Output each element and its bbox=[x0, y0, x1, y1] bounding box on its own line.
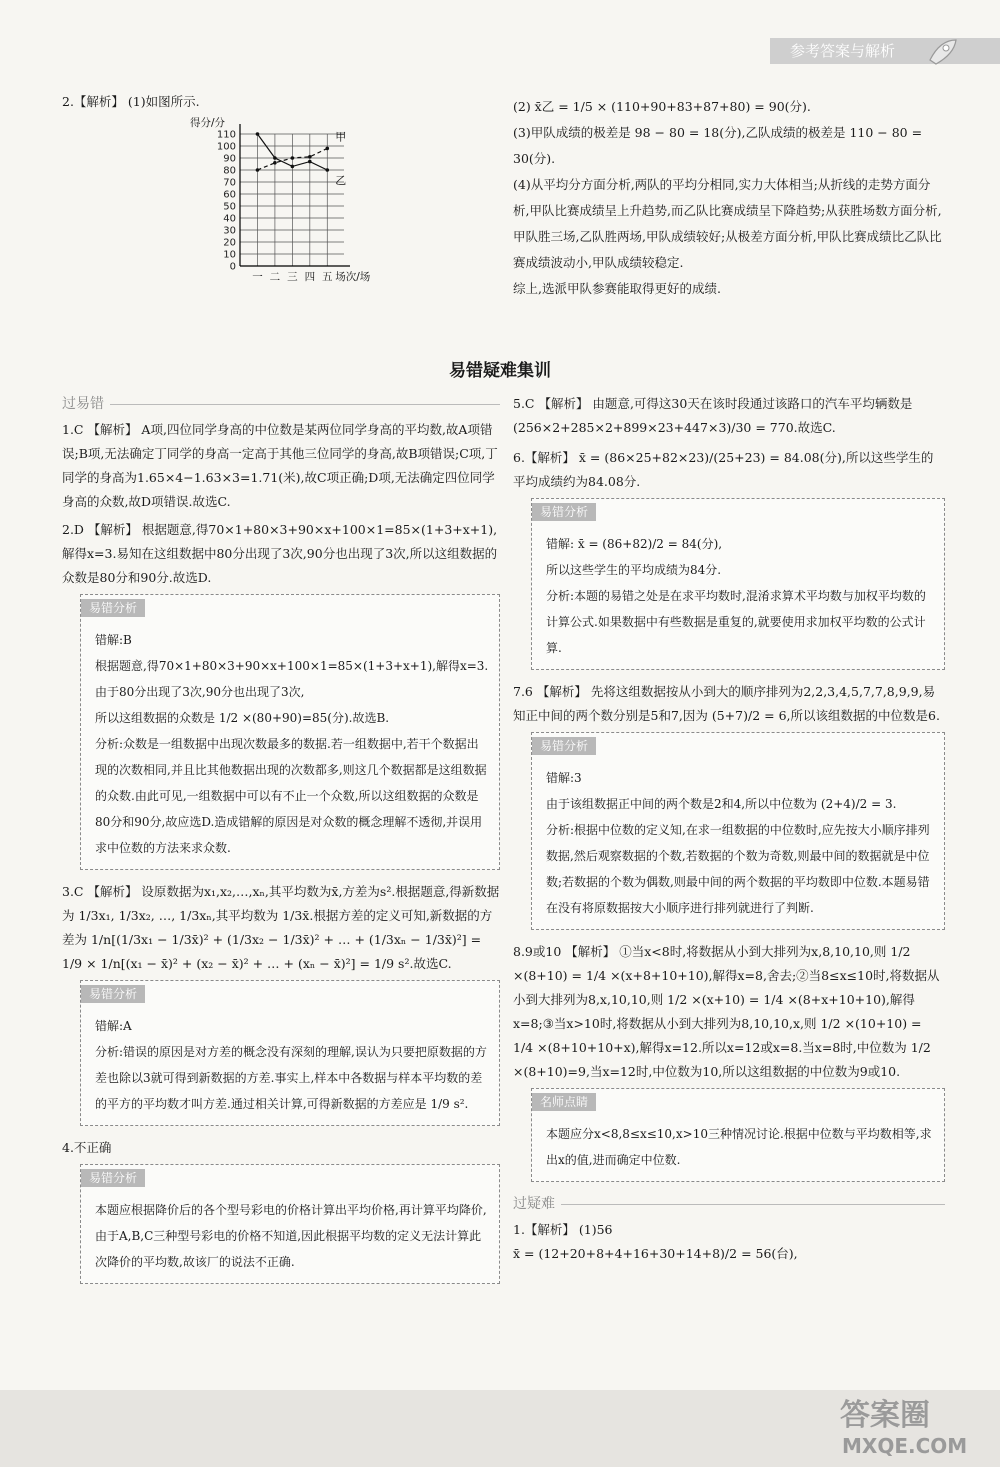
rocket-icon bbox=[926, 36, 960, 66]
q2-line-1: (2) x̄乙 = 1/5 × (110+90+83+87+80) = 90(分). bbox=[513, 99, 811, 114]
analysis-line: 分析:众数是一组数据中出现次数最多的数据.若一组数据中,若干个数据出现的次数相同,并且比其他数据出现的次数都多,则这几个数据都是这组数据的众数.由此可见,一组数据中可以有不止一个众数,所以这组数据的众数是80分和90分,故应选D.造成错解的原因是对众数的概念理解不透彻,并误用求中位数的方法来求众数. bbox=[95, 737, 487, 855]
q2-line-4: 综上,选派甲队参赛能取得更好的成绩. bbox=[513, 281, 721, 296]
y-tick-label: 100 bbox=[216, 141, 236, 153]
y-tick-label: 20 bbox=[223, 237, 236, 249]
watermark-top: 答案圈 bbox=[840, 1398, 930, 1433]
analysis-line: 本题应根据降价后的各个型号彩电的价格计算出平均价格,再计算平均降价,由于A,B,C三种型号彩电的价格不知道,因此根据平均数的定义无法计算此次降价的平均数,故该厂的说法不正确. bbox=[95, 1203, 487, 1269]
subhead-error bbox=[62, 392, 500, 416]
analysis-box-q4 bbox=[80, 1164, 500, 1284]
data-point bbox=[291, 165, 295, 169]
analysis-line: 本题应分x<8,8≤x≤10,x>10三种情况讨论.根据中位数与平均数相等,求出x的值,进而确定中位数. bbox=[546, 1127, 932, 1167]
analysis-label: 名师点睛 bbox=[532, 1093, 596, 1111]
analysis-line: 分析:本题的易错之处是在求平均数时,混淆求算术平均数与加权平均数的计算公式.如果数据中有些数据是重复的,就要使用求加权平均数的公式计算. bbox=[546, 589, 926, 655]
analysis-line: 所以这组数据的众数是 1/2 ×(80+90)=85(分).故选B. bbox=[95, 711, 390, 725]
analysis-line: 错解:3 bbox=[546, 771, 582, 785]
analysis-line: 由于该组数据正中间的两个数是2和4,所以中位数为 (2+4)/2 = 3. bbox=[546, 797, 897, 811]
subhead-error-label: 过易错 bbox=[62, 396, 104, 412]
analysis-line: 根据题意,得70×1+80×3+90×x+100×1=85×(1+3+x+1),解得x=3.由于80分出现了3次,90分也出现了3次, bbox=[95, 659, 489, 699]
q2-text: 2.D 【解析】 根据题意,得70×1+80×3+90×x+100×1=85×(1+3+x+1),解得x=3.易知在这组数据中80分出现了3次,90分也出现了3次,所以这组数据的众数是80分和90分.故选D. bbox=[62, 522, 498, 585]
analysis-box-q7 bbox=[531, 732, 945, 930]
subhead-difficult-label: 过疑难 bbox=[513, 1196, 555, 1212]
q2-top-lead: 2.【解析】 (1)如图所示. bbox=[62, 94, 200, 109]
q3-text: 3.C 【解析】 设原数据为x₁,x₂,…,xₙ,其平均数为x̄,方差为s².根据题意,得新数据为 1/3x₁, 1/3x₂, …, 1/3xₙ,其平均数为 1/3x̄.根据方差的定义可知,新数据的方差为 1/n[(1/3x₁ − 1/3x̄)² + (1/3x₂ − 1/3x̄)² + … + (1/3xₙ − 1/3x̄)²] = 1/9 × 1/n[(x₁ − x̄)² + (x₂ − x̄)² + … + (xₙ − x̄)²] = 1/9 s².故选C. bbox=[62, 884, 500, 971]
q2-top-right bbox=[513, 94, 945, 302]
header-title: 参考答案与解析 bbox=[790, 42, 896, 60]
x-tick-label: 三 bbox=[287, 271, 298, 283]
data-point bbox=[308, 160, 312, 164]
data-point bbox=[291, 156, 295, 160]
q5-text: 5.C 【解析】 由题意,可得这30天在该时段通过该路口的汽车平均辆数是 (256×2+285×2+899×23+447×3)/30 = 770.故选C. bbox=[513, 396, 913, 435]
section-title: 易错疑难集训 bbox=[449, 361, 551, 381]
analysis-box-q2 bbox=[80, 594, 500, 870]
x-tick-label: 四 bbox=[304, 271, 316, 283]
q1-text: 1.C 【解析】 A项,四位同学身高的中位数是某两位同学身高的平均数,故A项错误;B项,无法确定丁同学的身高一定高于其他三位同学的身高,故B项错误;C项,丁同学的身高为1.65×4−1.63×3=1.71(米),故C项正确;D项,无法确定四位同学身高的众数,故D项错误.故选C. bbox=[62, 422, 498, 509]
analysis-line: 错解:B bbox=[95, 633, 132, 647]
analysis-box-q8 bbox=[531, 1088, 945, 1182]
analysis-line: 分析:错误的原因是对方差的概念没有深刻的理解,误认为只要把原数据的方差也除以3就可得到新数据的方差.事实上,样本中各数据与样本平均数的差的平方的平均数才叫方差.通过相关计算,可得新数据的方差应是 1/9 s². bbox=[95, 1045, 487, 1111]
q2-line-3: (4)从平均分方面分析,两队的平均分相同,实力大体相当;从折线的走势方面分析,甲队比赛成绩呈上升趋势,而乙队比赛成绩呈下降趋势;从获胜场数方面分析,甲队胜三场,乙队胜两场,甲队成绩较好;从极差方面分析,甲队比赛成绩比乙队比赛成绩波动小,甲队成绩较稳定. bbox=[513, 177, 942, 270]
analysis-line: 所以这些学生的平均成绩为84分. bbox=[546, 563, 722, 577]
data-point bbox=[273, 156, 277, 160]
watermark-logo bbox=[832, 1389, 982, 1459]
analysis-line: 分析:根据中位数的定义知,在求一组数据的中位数时,应先按大小顺序排列数据,然后观察数据的个数,若数据的个数为奇数,则最中间的数据就是中位数;若数据的个数为偶数,则最中间的两个数据的平均数即中位数.本题易错在没有将原数据按大小顺序进行排列就进行了判断. bbox=[546, 823, 930, 915]
left-column bbox=[62, 392, 500, 1294]
y-tick-label: 60 bbox=[223, 189, 236, 201]
analysis-label: 易错分析 bbox=[532, 737, 596, 755]
subhead-difficult bbox=[513, 1192, 945, 1216]
subhead-rule bbox=[110, 404, 500, 405]
analysis-label: 易错分析 bbox=[81, 985, 145, 1003]
d1-text: 1.【解析】 (1)56 bbox=[513, 1222, 613, 1237]
analysis-label: 易错分析 bbox=[532, 503, 596, 521]
q4-text: 4.不正确 bbox=[62, 1140, 112, 1155]
right-column bbox=[513, 392, 945, 1266]
x-tick-label: 二 bbox=[269, 271, 281, 283]
y-tick-label: 0 bbox=[229, 261, 236, 273]
y-tick-label: 40 bbox=[223, 213, 236, 225]
analysis-line: 错解:A bbox=[95, 1019, 132, 1033]
y-tick-label: 10 bbox=[223, 249, 236, 261]
q8-text: 8.9或10 【解析】 ①当x<8时,将数据从小到大排列为x,8,10,10,则 1/2 ×(8+10) = 1/4 ×(x+8+10+10),解得x=8,舍去;②当8≤x≤10时,将数据从小到大排列为8,x,10,10,则 1/2 ×(x+10) = 1/4 ×(8+x+10+10),解得x=8;③当x>10时,将数据从小到大排列为8,10,10,x,则 1/2 ×(10+10) = 1/4 ×(8+10+10+x),解得x=12.所以x=12或x=8.当x=8时,中位数为 1/2 ×(8+10)=9,当x=12时,中位数为10,所以这组数据的中位数为9或10. bbox=[513, 944, 940, 1079]
series-label: 甲 bbox=[335, 130, 347, 144]
watermark-bottom: MXQE.COM bbox=[842, 1434, 968, 1458]
x-tick-label: 五 bbox=[322, 271, 333, 283]
series-label: 乙 bbox=[335, 174, 347, 187]
data-point bbox=[256, 168, 260, 172]
q7-text: 7.6 【解析】 先将这组数据按从小到大的顺序排列为2,2,3,4,5,7,7,8,9,9,易知正中间的两个数分别是5和7,因为 (5+7)/2 = 6,所以该组数据的中位数是6. bbox=[513, 684, 940, 723]
y-tick-label: 70 bbox=[223, 177, 236, 189]
data-point bbox=[325, 147, 329, 151]
analysis-line: 错解: x̄ = (86+82)/2 = 84(分), bbox=[546, 537, 723, 551]
x-axis-label: 场次/场 bbox=[335, 271, 371, 283]
analysis-label: 易错分析 bbox=[81, 1169, 145, 1187]
subhead-rule bbox=[561, 1204, 945, 1205]
score-line-chart bbox=[180, 110, 410, 290]
data-point bbox=[273, 161, 277, 165]
y-tick-label: 90 bbox=[223, 153, 236, 165]
analysis-label: 易错分析 bbox=[81, 599, 145, 617]
q6-text: 6.【解析】 x̄ = (86×25+82×23)/(25+23) = 84.08(分),所以这些学生的平均成绩约为84.08分. bbox=[513, 450, 934, 489]
y-axis-label: 得分/分 bbox=[190, 117, 226, 129]
data-point bbox=[256, 132, 260, 136]
x-tick-label: 一 bbox=[252, 271, 263, 283]
y-tick-label: 30 bbox=[223, 225, 236, 237]
q2-line-2: (3)甲队成绩的极差是 98 − 80 = 18(分),乙队成绩的极差是 110 − 80 = 30(分). bbox=[513, 125, 923, 166]
data-point bbox=[325, 168, 329, 172]
y-tick-label: 80 bbox=[223, 165, 236, 177]
y-tick-label: 110 bbox=[216, 129, 236, 141]
d1-formula: x̄ = (12+20+8+4+16+30+14+8)/2 = 56(台), bbox=[513, 1246, 798, 1261]
analysis-box-q6 bbox=[531, 498, 945, 670]
data-point bbox=[308, 155, 312, 159]
analysis-box-q3 bbox=[80, 980, 500, 1126]
y-tick-label: 50 bbox=[223, 201, 236, 213]
header-tab bbox=[770, 38, 1000, 64]
